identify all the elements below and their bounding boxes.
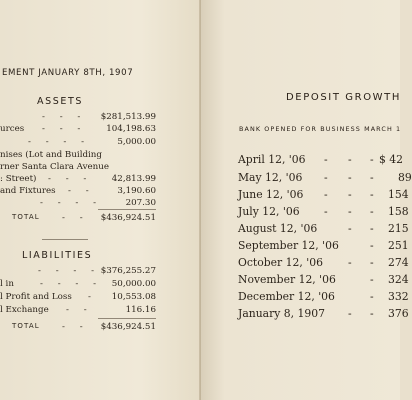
section-divider	[42, 239, 88, 240]
assets-row	[0, 198, 190, 211]
leader-dash: -	[370, 256, 374, 269]
assets-row-amount: 207.30	[125, 198, 156, 208]
leader-dash: -	[324, 153, 328, 166]
leader-dash: -	[370, 205, 374, 218]
assets-row-label: : Street)	[0, 174, 37, 184]
deposit-value: 154	[388, 188, 409, 201]
leader-dashes: - -	[62, 322, 89, 332]
deposit-date: September 12, '06	[238, 239, 339, 252]
deposit-date: November 12, '06	[238, 273, 336, 286]
assets-row-amount: 3,190.60	[117, 186, 156, 196]
deposit-date: August 12, '06	[238, 222, 318, 235]
statement-heading: EMENT JANUARY 8TH, 1907	[2, 68, 134, 78]
deposit-date: June 12, '06	[238, 188, 304, 201]
liabilities-row-label: l Profit and Loss	[0, 292, 72, 302]
leader-dash: -	[370, 307, 374, 320]
deposit-value: 332	[388, 290, 409, 303]
liabilities-heading: LIABILITIES	[22, 250, 93, 261]
assets-heading: ASSETS	[37, 96, 83, 107]
deposit-growth-title: DEPOSIT GROWTH	[286, 92, 401, 103]
deposit-date: April 12, '06	[238, 153, 306, 166]
assets-total-row	[0, 213, 190, 226]
leader-dash: -	[370, 290, 374, 303]
leader-dashes: - - -	[48, 174, 93, 184]
leader-dashes: - -	[66, 305, 93, 315]
subtotal-rule	[98, 318, 156, 319]
liabilities-row	[0, 292, 190, 305]
assets-row-label: rner Santa Clara Avenue	[0, 162, 109, 172]
deposit-date: July 12, '06	[238, 205, 300, 218]
liabilities-row	[0, 266, 190, 279]
assets-total-amount: $436,924.51	[100, 213, 156, 223]
assets-total-label: TOTAL	[12, 213, 40, 221]
deposit-growth-subtitle: BANK OPENED FOR BUSINESS MARCH 1	[239, 125, 402, 133]
leader-dash: -	[370, 153, 374, 166]
leader-dashes: - - - -	[40, 198, 103, 208]
left-page	[0, 0, 201, 400]
assets-row-label: urces	[0, 124, 25, 134]
liabilities-total-row	[0, 322, 190, 335]
deposit-value: 158	[388, 205, 409, 218]
leader-dash: -	[370, 239, 374, 252]
leader-dash: -	[370, 188, 374, 201]
deposit-value: 251	[388, 239, 409, 252]
leader-dashes: -	[88, 292, 97, 302]
deposit-date: December 12, '06	[238, 290, 335, 303]
deposit-value: $ 42	[379, 153, 404, 166]
leader-dashes: - -	[68, 186, 95, 196]
deposit-value: 324	[388, 273, 409, 286]
assets-row	[0, 124, 190, 137]
leader-dash: -	[348, 307, 352, 320]
leader-dashes: - - -	[42, 112, 87, 122]
leader-dash: -	[348, 256, 352, 269]
liabilities-row-amount: 50,000.00	[111, 279, 156, 289]
liabilities-row	[0, 305, 190, 318]
deposit-date: October 12, '06	[238, 256, 323, 269]
deposit-date: January 8, 1907	[238, 307, 326, 320]
liabilities-row-amount: 116.16	[125, 305, 156, 315]
assets-row	[0, 137, 190, 150]
liabilities-total-amount: $436,924.51	[100, 322, 156, 332]
leader-dashes: - - - -	[38, 266, 101, 276]
leader-dash: -	[324, 188, 328, 201]
leader-dashes: - - - -	[40, 279, 103, 289]
leader-dashes: - - - -	[28, 137, 91, 147]
assets-row-amount: 42,813.99	[111, 174, 156, 184]
leader-dash: -	[348, 222, 352, 235]
liabilities-row-amount: 10,553.08	[111, 292, 156, 302]
subtotal-rule	[98, 209, 156, 210]
liabilities-row-amount: $376,255.27	[100, 266, 156, 276]
leader-dash: -	[348, 188, 352, 201]
leader-dash: -	[370, 171, 374, 184]
assets-row-label: nises (Lot and Building	[0, 150, 102, 160]
assets-row-amount: 104,198.63	[106, 124, 156, 134]
liabilities-total-label: TOTAL	[12, 322, 40, 330]
liabilities-row-label: l in	[0, 279, 14, 289]
leader-dash: -	[370, 273, 374, 286]
assets-row-amount: 5,000.00	[117, 137, 156, 147]
leader-dashes: - -	[62, 213, 89, 223]
leader-dash: -	[348, 205, 352, 218]
deposit-value: 215	[388, 222, 409, 235]
assets-row-amount: $281,513.99	[100, 112, 156, 122]
deposit-value: 376	[388, 307, 409, 320]
leader-dash: -	[348, 153, 352, 166]
leader-dash: -	[324, 205, 328, 218]
leader-dash: -	[348, 171, 352, 184]
leader-dash: -	[324, 171, 328, 184]
right-page	[201, 0, 412, 400]
liabilities-row	[0, 279, 190, 292]
leader-dashes: - - -	[42, 124, 87, 134]
deposit-date: May 12, '06	[238, 171, 303, 184]
assets-row-label: and Fixtures	[0, 186, 56, 196]
liabilities-row-label: l Exchange	[0, 305, 49, 315]
leader-dash: -	[370, 222, 374, 235]
deposit-value: 274	[388, 256, 409, 269]
deposit-value: 89	[398, 171, 412, 184]
